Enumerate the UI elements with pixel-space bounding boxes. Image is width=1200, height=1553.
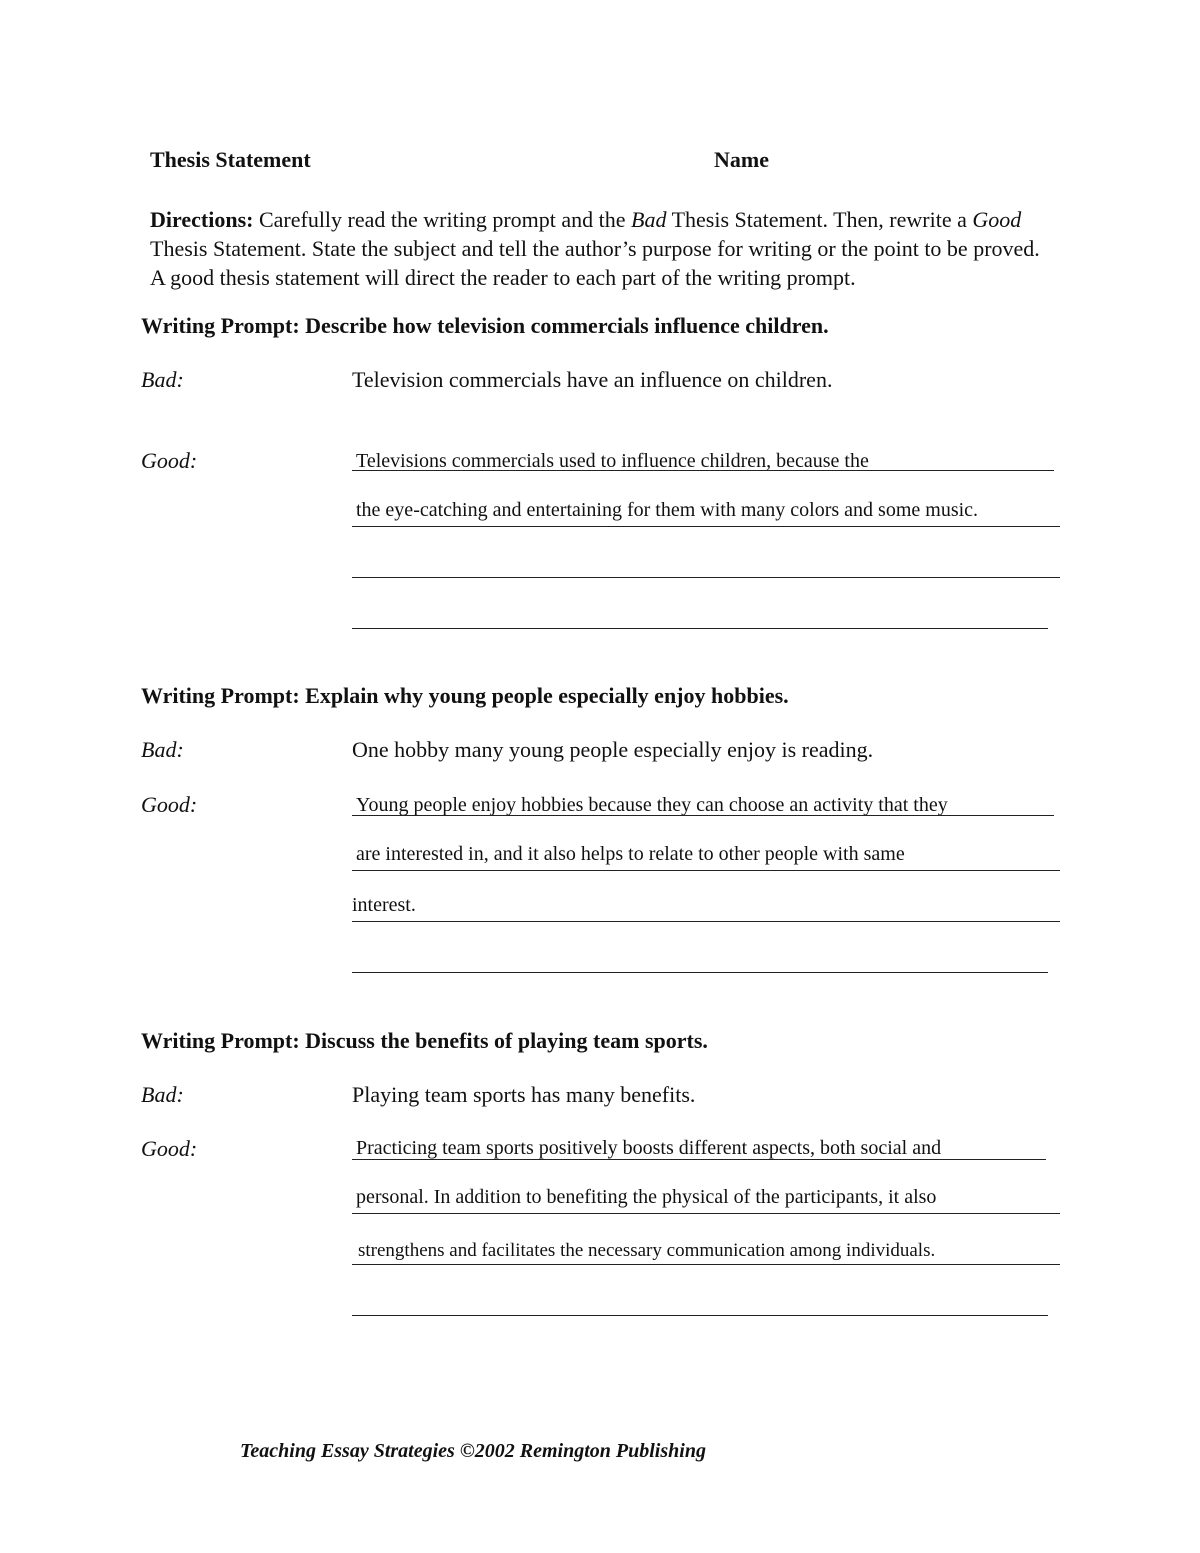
bad-label-3: Bad: bbox=[141, 1082, 184, 1107]
answer-rule bbox=[352, 1159, 1046, 1160]
answer-rule bbox=[352, 972, 1048, 973]
name-label: Name bbox=[714, 147, 769, 172]
worksheet-title: Thesis Statement bbox=[150, 147, 311, 172]
footer-copyright: Teaching Essay Strategies ©2002 Remington Publishing bbox=[240, 1440, 706, 1462]
directions-lead: Directions: bbox=[150, 207, 254, 232]
good-answer-line-2-3: interest. bbox=[352, 894, 416, 916]
good-answer-line-1-2: the eye-catching and entertaining for them with many colors and some music. bbox=[356, 499, 979, 521]
directions-text-2: Thesis Statement. Then, rewrite a bbox=[666, 207, 973, 232]
answer-rule bbox=[352, 815, 1054, 816]
answer-rule bbox=[352, 470, 1054, 471]
answer-rule bbox=[352, 870, 1060, 871]
directions-text-1: Carefully read the writing prompt and the bbox=[253, 207, 632, 232]
answer-rule bbox=[352, 1264, 1060, 1265]
answer-rule bbox=[352, 628, 1048, 629]
answer-rule bbox=[352, 577, 1060, 578]
bad-label-2: Bad: bbox=[141, 737, 184, 762]
good-answer-line-3-3: strengthens and facilitates the necessary communication among individuals. bbox=[358, 1240, 936, 1261]
answer-rule bbox=[352, 526, 1060, 527]
good-answer-line-2-1: Young people enjoy hobbies because they can choose an activity that they bbox=[356, 794, 948, 816]
bad-thesis-1: Television commercials have an influence on children. bbox=[352, 367, 833, 392]
good-answer-line-2-2: are interested in, and it also helps to relate to other people with same bbox=[356, 843, 905, 865]
good-answer-line-3-2: personal. In addition to benefiting the physical of the participants, it also bbox=[356, 1186, 937, 1208]
good-label-1: Good: bbox=[141, 448, 198, 473]
good-answer-line-3-1: Practicing team sports positively boosts different aspects, both social and bbox=[356, 1137, 942, 1159]
bad-thesis-2: One hobby many young people especially enjoy is reading. bbox=[352, 737, 874, 762]
answer-rule bbox=[352, 921, 1060, 922]
bad-thesis-3: Playing team sports has many benefits. bbox=[352, 1082, 696, 1107]
good-answer-line-1-1: Televisions commercials used to influence children, because the bbox=[356, 450, 869, 472]
directions-good-word: Good bbox=[972, 207, 1022, 232]
good-label-2: Good: bbox=[141, 792, 198, 817]
directions-text-3: Thesis Statement. State the subject and tell the author’s purpose for writing or the point to be proved. A good thesis statement will direct the reader to each part of the writing prompt. bbox=[150, 236, 1040, 290]
writing-prompt-2: Writing Prompt: Explain why young people especially enjoy hobbies. bbox=[141, 683, 789, 708]
good-label-3: Good: bbox=[141, 1136, 198, 1161]
answer-rule bbox=[352, 1315, 1048, 1316]
directions-paragraph bbox=[150, 205, 1050, 290]
answer-rule bbox=[352, 1213, 1060, 1214]
writing-prompt-3: Writing Prompt: Discuss the benefits of playing team sports. bbox=[141, 1028, 708, 1053]
directions-bad-word: Bad bbox=[631, 207, 667, 232]
bad-label-1: Bad: bbox=[141, 367, 184, 392]
writing-prompt-1: Writing Prompt: Describe how television commercials influence children. bbox=[141, 313, 829, 338]
